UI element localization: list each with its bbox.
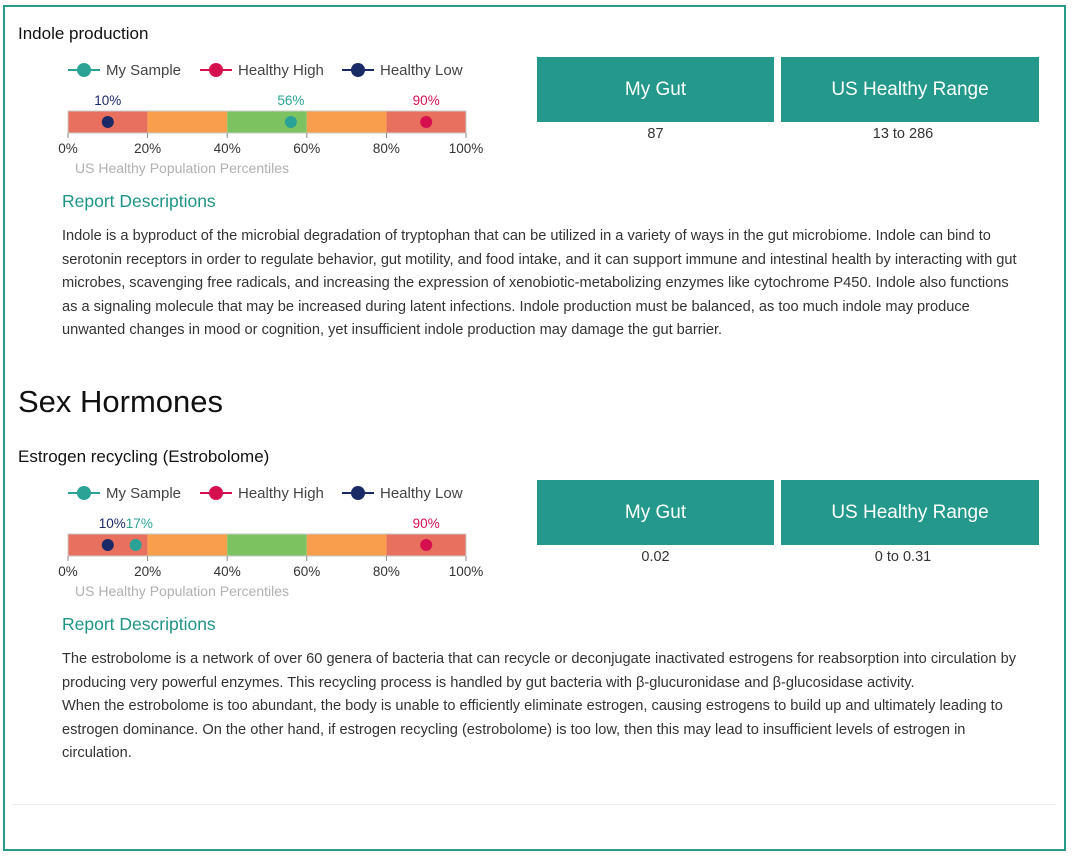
legend-label-healthy-high: Healthy High bbox=[238, 485, 324, 502]
marker-label-my-sample: 56% bbox=[277, 93, 305, 108]
card-divider bbox=[12, 804, 1056, 805]
report-paragraph: The estrobolome is a network of over 60 genera of bacteria that can recycle or deconjugate inactivated estrogens for reabsorption into circulation by producing very powerful enzymes. This recycling process is handled by gut bacteria with β-glucuronidase and β-glucosidase activity. bbox=[62, 651, 1016, 691]
report-descriptions-title: Report Descriptions bbox=[62, 614, 216, 634]
marker-label-healthy-low: 10% bbox=[98, 516, 126, 531]
axis-tick-label: 100% bbox=[448, 141, 484, 156]
axis-tick-label: 20% bbox=[134, 564, 162, 579]
axis-tick-label: 40% bbox=[213, 564, 241, 579]
legend-label-my-sample: My Sample bbox=[106, 62, 182, 79]
percentile-chart-svg bbox=[0, 473, 540, 613]
marker-my-sample bbox=[285, 116, 297, 128]
axis-tick-label: 60% bbox=[293, 564, 321, 579]
report-paragraph: Indole is a byproduct of the microbial degradation of tryptophan that can be utilized in a variety of ways in the gut microbiome. Indole can bind to serotonin receptors in order to regulate behavior, gut motility, and food intake, and it can support immune and intestinal health by interacting with gut microbes, scavenging free radicals, and increasing the expression of xenobiotic-metabolizing enzymes like cytochrome P450. Indole also functions as a signaling molecule that may be increased during latent infections. Indole production must be balanced, as too much indole may produce unwanted changes in mood or cognition, yet insufficient indole production may damage the gut barrier. bbox=[62, 228, 1017, 338]
axis-tick-label: 40% bbox=[213, 141, 241, 156]
percentile-band bbox=[307, 534, 387, 556]
legend-label-healthy-high: Healthy High bbox=[238, 62, 324, 79]
axis-tick-label: 80% bbox=[372, 141, 400, 156]
marker-label-my-sample: 17% bbox=[125, 516, 153, 531]
legend-label-healthy-low: Healthy Low bbox=[380, 485, 463, 502]
report-descriptions-title: Report Descriptions bbox=[62, 191, 216, 211]
us-healthy-range-value: 13 to 286 bbox=[872, 126, 934, 142]
my-gut-value: 0.02 bbox=[641, 549, 670, 565]
us-healthy-range-value: 0 to 0.31 bbox=[874, 549, 932, 565]
my-gut-value: 87 bbox=[647, 126, 664, 142]
marker-healthy-high bbox=[420, 539, 432, 551]
marker-my-sample bbox=[130, 539, 142, 551]
legend-marker-my-sample bbox=[77, 63, 91, 77]
report-description-indole bbox=[62, 225, 1022, 343]
my-gut-header: My Gut bbox=[537, 57, 774, 122]
axis-tick-label: 20% bbox=[134, 141, 162, 156]
axis-tick-label: 60% bbox=[293, 141, 321, 156]
legend-marker-healthy-high bbox=[209, 486, 223, 500]
percentile-band bbox=[227, 534, 307, 556]
legend-label-my-sample: My Sample bbox=[106, 485, 182, 502]
marker-label-healthy-high: 90% bbox=[412, 516, 440, 531]
percentile-chart-svg bbox=[0, 50, 540, 190]
percentile-band bbox=[148, 111, 228, 133]
marker-label-healthy-low: 10% bbox=[94, 93, 122, 108]
axis-tick-label: 0% bbox=[58, 564, 78, 579]
axis-caption: US Healthy Population Percentiles bbox=[75, 583, 290, 599]
axis-tick-label: 0% bbox=[58, 141, 78, 156]
axis-tick-label: 100% bbox=[448, 564, 484, 579]
legend-marker-healthy-high bbox=[209, 63, 223, 77]
metric-title-estrobolome: Estrogen recycling (Estrobolome) bbox=[18, 447, 270, 466]
report-description-estrobolome bbox=[62, 648, 1022, 766]
legend-marker-healthy-low bbox=[351, 486, 365, 500]
legend-marker-healthy-low bbox=[351, 63, 365, 77]
us-healthy-range-header: US Healthy Range bbox=[781, 480, 1039, 545]
my-gut-header: My Gut bbox=[537, 480, 774, 545]
marker-healthy-low bbox=[102, 539, 114, 551]
legend-label-healthy-low: Healthy Low bbox=[380, 62, 463, 79]
percentile-band bbox=[307, 111, 387, 133]
legend-marker-my-sample bbox=[77, 486, 91, 500]
axis-tick-label: 80% bbox=[372, 564, 400, 579]
axis-caption: US Healthy Population Percentiles bbox=[75, 160, 290, 176]
section-heading-sex-hormones: Sex Hormones bbox=[18, 384, 224, 419]
us-healthy-range-header: US Healthy Range bbox=[781, 57, 1039, 122]
marker-healthy-low bbox=[102, 116, 114, 128]
metric-title-indole: Indole production bbox=[18, 24, 149, 43]
percentile-band bbox=[148, 534, 228, 556]
report-paragraph: When the estrobolome is too abundant, the body is unable to efficiently eliminate estrogen, causing estrogens to build up and ultimately leading to estrogen dominance. On the other hand, if estrogen recycling (estrobolome) is too low, then this may lead to insufficient levels of estrogen in circulation. bbox=[62, 698, 1003, 761]
marker-label-healthy-high: 90% bbox=[412, 93, 440, 108]
marker-healthy-high bbox=[420, 116, 432, 128]
